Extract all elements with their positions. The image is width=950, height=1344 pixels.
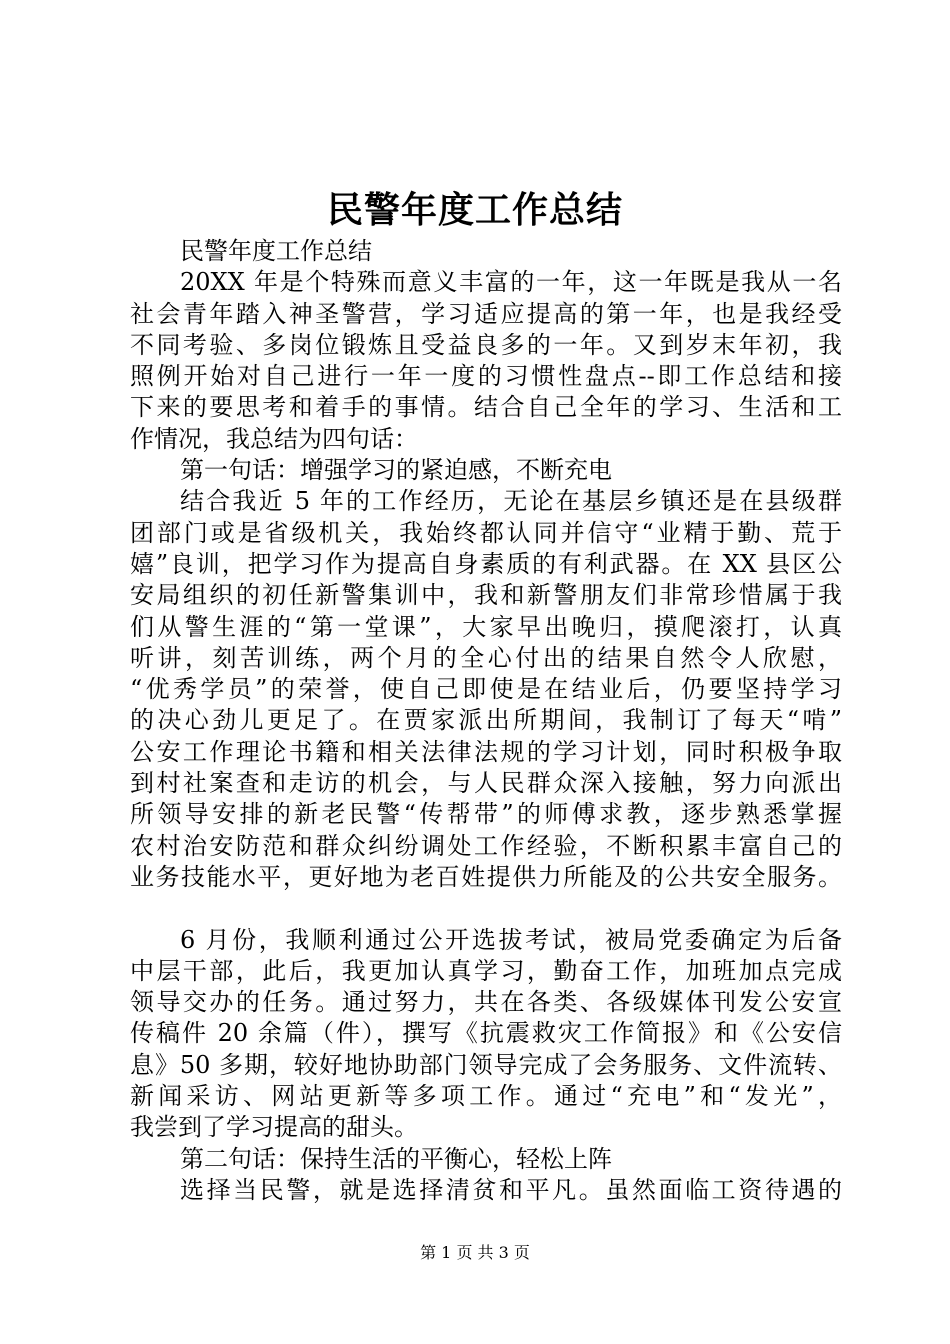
text-line: “优秀学员”的荣誉，使自己即使是在结业后，仍要坚持学习: [130, 675, 842, 704]
text-line: 新闻采访、网站更新等多项工作。通过“充电”和“发光”，: [130, 1082, 842, 1111]
text-line: 农村治安防范和群众纠纷调处工作经验，不断积累丰富自己的: [130, 831, 842, 860]
text-line: 社会青年踏入神圣警营，学习适应提高的第一年，也是我经受: [130, 299, 842, 328]
text-line: 所领导安排的新老民警“传帮带”的师傅求教，逐步熟悉掌握: [130, 800, 842, 829]
text-line: 我尝到了学习提高的甜头。: [130, 1113, 418, 1142]
text-line: 照例开始对自己进行一年一度的习惯性盘点--即工作总结和接: [130, 362, 842, 391]
text-line: 民警年度工作总结: [180, 237, 372, 265]
document-title: 民警年度工作总结: [326, 189, 623, 231]
page-footer: 第 1 页 共 3 页: [420, 1243, 530, 1262]
text-line: 嬉”良训，把学习作为提高自身素质的有利武器。在 XX 县区公: [130, 549, 842, 578]
text-line: 安局组织的初任新警集训中，我和新警朋友们非常珍惜属于我: [130, 581, 842, 610]
text-line: 中层干部，此后，我更加认真学习，勤奋工作，加班加点完成: [130, 956, 842, 985]
text-line: 业务技能水平，更好地为老百姓提供力所能及的公共安全服务。: [130, 862, 842, 891]
text-line: 选择当民警，就是选择清贫和平凡。虽然面临工资待遇的: [180, 1175, 842, 1204]
document-body: [130, 236, 842, 1206]
text-line: 息》50 多期，较好地协助部门领导完成了会务服务、文件流转、: [130, 1050, 842, 1079]
text-line: 20XX 年是个特殊而意义丰富的一年，这一年既是我从一名: [180, 268, 842, 297]
text-line: 团部门或是省级机关，我始终都认同并信守“业精于勤、荒于: [130, 518, 842, 547]
text-line: 不同考验、多岗位锻炼且受益良多的一年。又到岁末年初，我: [130, 330, 842, 359]
text-line: 公安工作理论书籍和相关法律法规的学习计划，同时积极争取: [130, 737, 842, 766]
text-line: 传稿件 20 余篇（件），撰写《抗震救灾工作简报》和《公安信: [130, 1019, 842, 1048]
text-line: 6 月份，我顺利通过公开选拔考试，被局党委确定为后备: [180, 925, 842, 954]
text-line: 到村社案查和走访的机会，与人民群众深入接触，努力向派出: [130, 769, 842, 798]
text-line: 下来的要思考和着手的事情。结合自己全年的学习、生活和工: [130, 393, 842, 422]
text-line: 作情况，我总结为四句话：: [130, 424, 418, 453]
text-line: 们从警生涯的“第一堂课”，大家早出晚归，摸爬滚打，认真: [130, 612, 842, 641]
paragraph-gap: [130, 893, 842, 924]
text-line: 结合我近 5 年的工作经历，无论在基层乡镇还是在县级群: [180, 487, 842, 516]
text-line: 的决心劲儿更足了。在贾家派出所期间，我制订了每天“啃”: [130, 706, 842, 735]
text-line: 听讲，刻苦训练，两个月的全心付出的结果自然令人欣慰，: [130, 643, 842, 672]
text-line: 第一句话：增强学习的紧迫感，不断充电: [180, 456, 612, 485]
text-line: 第二句话：保持生活的平衡心，轻松上阵: [180, 1144, 612, 1173]
text-line: 领导交办的任务。通过努力，共在各类、各级媒体刊发公安宣: [130, 988, 842, 1017]
